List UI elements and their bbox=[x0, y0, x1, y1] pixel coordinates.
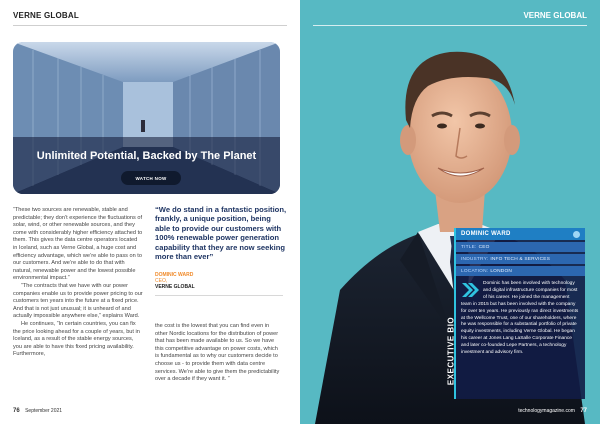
header-rule bbox=[313, 25, 587, 26]
bio-text: Dominic has been involved with technology and digital infrastructure companies for most of his career. He joined the management team in 2015 but has been involved with the company for over ten years. He previously ran direct investments at the Wellcome Trust, one of our shareholders, where he was responsible for a substantial portfolio of private equity investments, including Verne Global. He began his career at Jones Lang LaSalle Corporate Finance and later co-founded Lepe Partners, a technology investment and advisory firm. bbox=[461, 281, 579, 356]
quote-attribution-name: DOMINIC WARD bbox=[155, 272, 194, 279]
brand-logo: VERNE GLOBAL bbox=[523, 11, 587, 20]
quote-text: “We do stand in a fantastic position, frankly, a unique position, being able to provide our customers with 100% renewable power generation capability that they are now seeking more than ever” bbox=[155, 205, 287, 262]
brand-logo: VERNE GLOBAL bbox=[13, 11, 79, 20]
bio-location-value: LONDON bbox=[490, 268, 513, 274]
bio-name: DOMINIC WARD bbox=[461, 231, 511, 237]
hero-title: Unlimited Potential, Backed by The Planet bbox=[36, 150, 257, 162]
bio-industry-value: INFO TECH & SERVICES bbox=[490, 256, 551, 262]
paragraph: the cost is the lowest that you can find even in other Nordic locations for the distribution of power that has been made available to us. So we have this competitive advantage on power costs, which is fundamental as to why our customers decide to choose us - to provide them with data centre services. We’re able to give them the predictability over a decade if they want it. ” bbox=[155, 323, 280, 383]
bio-title-label: TITLE: bbox=[461, 244, 477, 250]
right-page bbox=[300, 0, 600, 424]
paragraph: “These two sources are renewable, stable and predictable; they don’t experience the fluctuations of solar, wind, or other renewable sources, and they come with considerably higher efficiency attached to them. This gives the data centre operators located in Iceland, such as Verne Global, a huge cost and efficiency advantage, which we’re able to pass on to our customers. And we’re able to do that with natural, renewable power and the lowest possible environmental impact.” bbox=[13, 207, 143, 282]
footer-left bbox=[13, 408, 62, 414]
bio-industry-row bbox=[456, 254, 585, 264]
bio-location-row bbox=[456, 266, 585, 276]
issue-date: September 2021 bbox=[25, 408, 63, 414]
bio-location-label: LOCATION: bbox=[461, 268, 489, 274]
bio-title-value: CEO bbox=[478, 244, 490, 250]
paragraph: He continues, “In certain countries, you can fix the price looking ahead for a couple of years, but in Iceland, as a result of the stable energy sources, you are able to have this fixed pricing availability. Furthermore, bbox=[13, 320, 140, 358]
executive-bio-panel bbox=[454, 228, 585, 399]
bio-title-row bbox=[456, 242, 585, 252]
badge-icon bbox=[573, 231, 580, 238]
quote-attribution-title: CEO, bbox=[155, 278, 168, 285]
double-chevron-icon bbox=[461, 282, 479, 298]
body-column-2 bbox=[155, 323, 283, 384]
side-label-text: EXECUTIVE BIO bbox=[446, 316, 456, 386]
bio-text-block bbox=[456, 276, 585, 357]
bio-name-bar bbox=[456, 228, 585, 240]
header-rule bbox=[13, 25, 287, 26]
page-number: 77 bbox=[580, 408, 587, 414]
page-number: 76 bbox=[13, 408, 20, 414]
watch-now-button[interactable]: WATCH NOW bbox=[121, 171, 181, 185]
paragraph: “The contracts that we have with our power companies enable us to provide power pricing to our customers ten years into the future at a fixed price. And that is not just unusual; it is unheard of and actually impossible anywhere else,” explains Ward. bbox=[13, 282, 143, 320]
bio-industry-label: INDUSTRY: bbox=[461, 256, 489, 262]
pull-quote bbox=[155, 205, 287, 296]
website[interactable]: technologymagazine.com bbox=[518, 408, 575, 414]
quote-divider bbox=[155, 295, 283, 296]
footer-right bbox=[518, 408, 587, 414]
body-column-1 bbox=[13, 207, 143, 359]
executive-bio-side-label bbox=[446, 310, 456, 392]
quote-attribution-company: VERNE GLOBAL bbox=[155, 284, 195, 291]
